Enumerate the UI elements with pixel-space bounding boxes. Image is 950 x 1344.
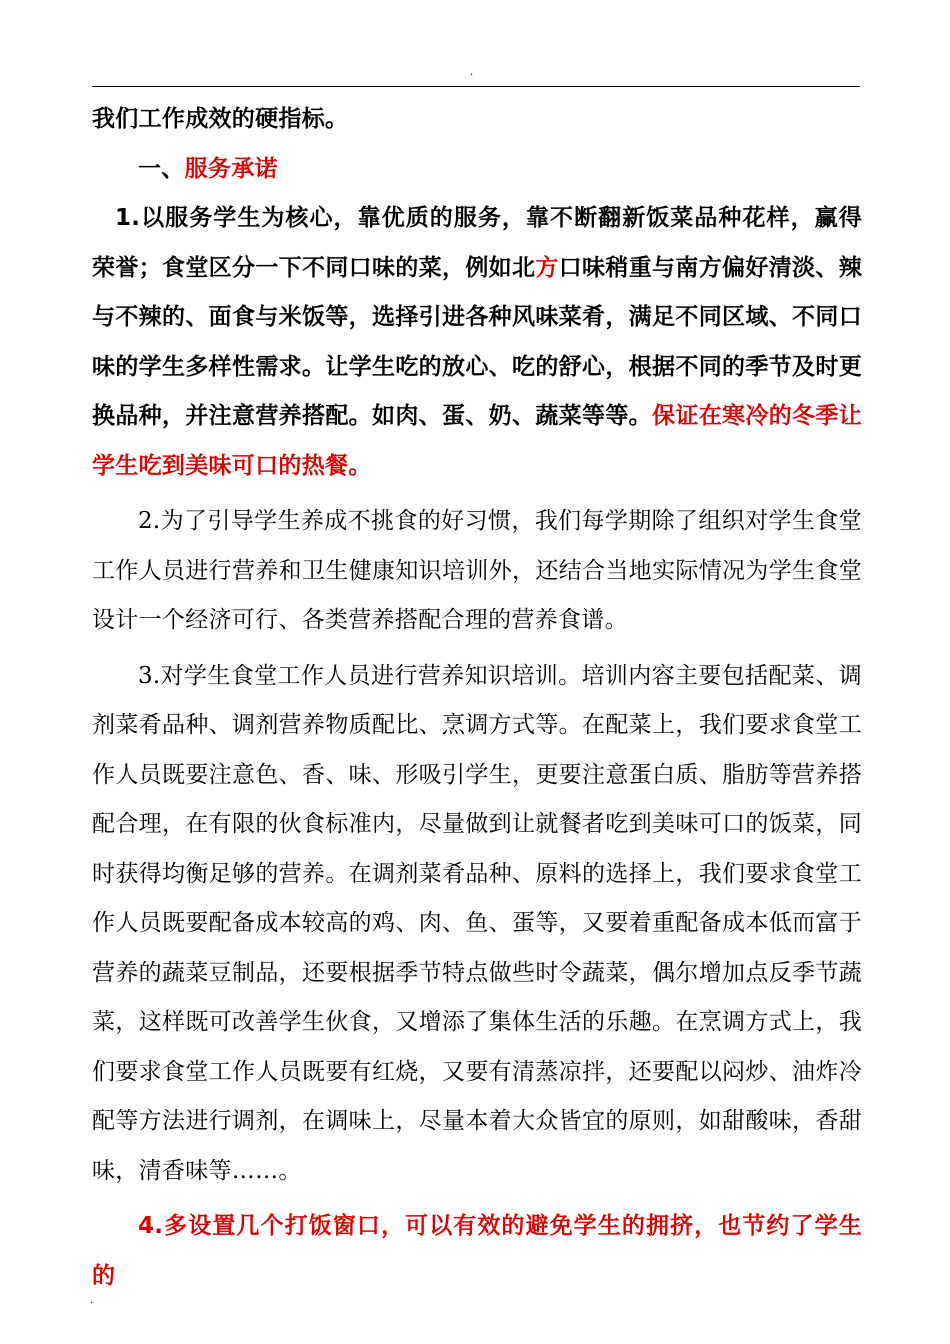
section-number: 一、 bbox=[138, 155, 185, 182]
header-rule bbox=[92, 86, 860, 87]
intro-line: 我们工作成效的硬指标。 bbox=[92, 106, 349, 132]
paragraph-1-part-a: 1.以服务学生为核心，靠优质的服务，靠不断翻新饭菜品种花样，赢得荣誉；食堂区分一下不同口味的菜，例如北 bbox=[92, 205, 862, 281]
document-body bbox=[92, 95, 862, 1301]
paragraph-1-highlight-sentence: 保证在寒冷的冬季让学生吃到美味可口的热餐。 bbox=[92, 403, 863, 479]
footer-mark: . bbox=[90, 1295, 94, 1306]
paragraph-1-part-c: 口味稍重与南方偏好清淡、辣与不辣的、面食与米饭等，选择引进各种风味菜肴，满足不同区域、不同口味的学生多样性需求。让学生吃的放心、吃的舒心，根据不同的季节及时更换品种，并注意营养搭配。如肉、蛋、奶、蔬菜等等。 bbox=[92, 254, 862, 429]
paragraph-1-highlight-char: 方 bbox=[535, 254, 559, 281]
paragraph-3: 3.对学生食堂工作人员进行营养知识培训。培训内容主要包括配菜、调剂菜肴品种、调剂营养物质配比、烹调方式等。在配菜上，我们要求食堂工作人员既要注意色、香、味、形吸引学生，更要注意蛋白质、脂肪等营养搭配合理，在有限的伙食标准内，尽量做到让就餐者吃到美味可口的饭菜，同时获得均衡足够的营养。在调剂菜肴品种、原料的选择上，我们要求食堂工作人员既要配备成本较高的鸡、肉、鱼、蛋等，又要着重配备成本低而富于营养的蔬菜豆制品，还要根据季节特点做些时令蔬菜，偶尔增加点反季节蔬菜，这样既可改善学生伙食，又增添了集体生活的乐趣。在烹调方式上，我们要求食堂工作人员既要有红烧，又要有清蒸凉拌，还要配以闷炒、油炸冷配等方法进行调剂，在调味上，尽量本着大众皆宜的原则，如甜酸味，香甜味，清香味等……。 bbox=[92, 662, 862, 1184]
header-mark: . bbox=[470, 67, 474, 78]
section-title: 服务承诺 bbox=[184, 155, 278, 182]
paragraph-4: 4.多设置几个打饭窗口，可以有效的避免学生的拥挤，也节约了学生的 bbox=[92, 1213, 862, 1289]
section-heading bbox=[92, 145, 862, 195]
paragraph-1 bbox=[92, 194, 862, 491]
paragraph-2: 2.为了引导学生养成不挑食的好习惯，我们每学期除了组织对学生食堂工作人员进行营养和卫生健康知识培训外，还结合当地实际情况为学生食堂设计一个经济可行、各类营养搭配合理的营养食谱。 bbox=[92, 508, 862, 633]
